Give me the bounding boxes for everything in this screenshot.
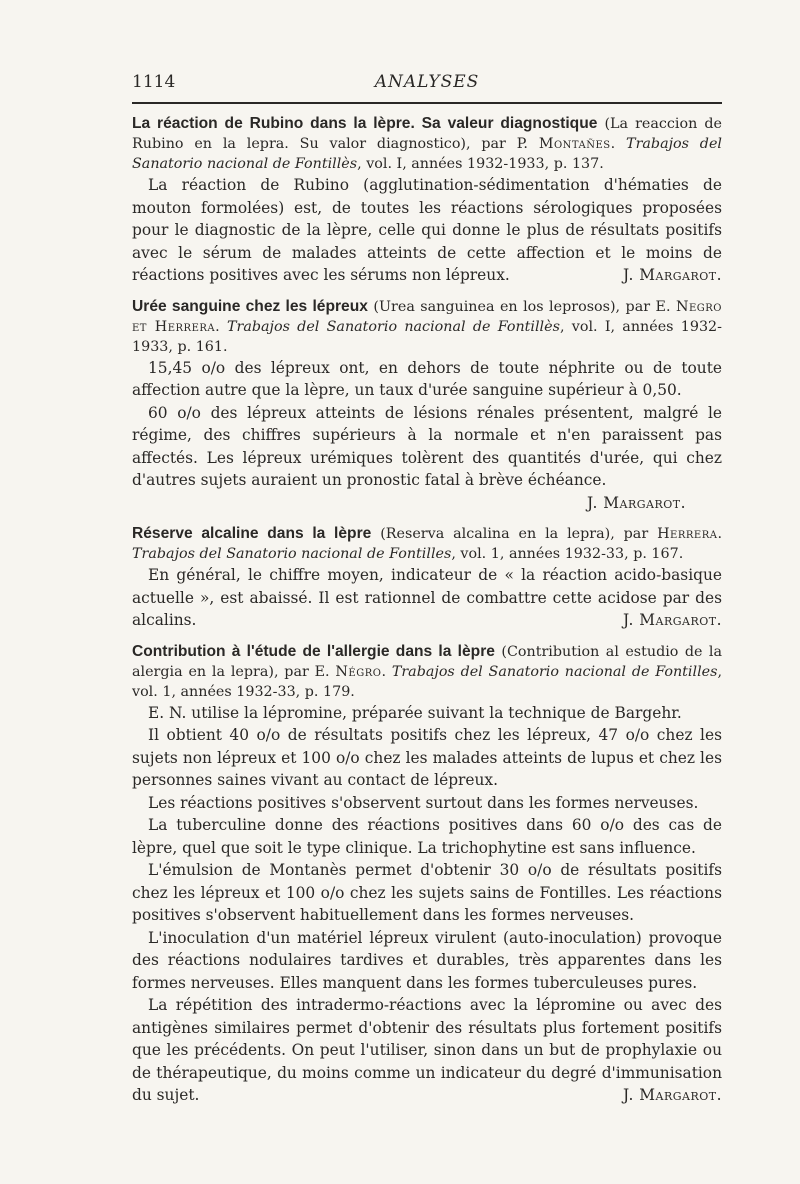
article-author: Montañes [538, 136, 611, 152]
article-author: Negro et Herrera [132, 298, 722, 335]
article-paragraph: E. N. utilise la lépromine, préparée suivant la technique de Bargehr. [148, 703, 682, 722]
article-paragraph: Les réactions positives s'observent surtout dans les formes nerveuses. [148, 793, 699, 812]
running-title: ANALYSES [374, 72, 480, 92]
article-paragraph: L'inoculation d'un matériel lépreux virulent (auto-inoculation) provoque des réactions nodulaires tardives et durables, très apparentes dans les formes nerveuses. Elles manquent dans les formes tuberculeuses pures. [132, 928, 722, 992]
article-reference: Réserve alcaline dans la lèpre (Reserva alcalina en la lepra), par Herrera. Trabajos del Sanatorio nacional de Fontilles, vol. 1, années 1932-33, p. 167. [132, 525, 722, 562]
article-author: Négro [335, 663, 382, 680]
article-title: La réaction de Rubino dans la lèpre. Sa valeur diagnostique [132, 115, 598, 132]
journal-name: Trabajos del Sanatorio nacional de Fontillès [226, 318, 560, 335]
article-reference: La réaction de Rubino dans la lèpre. Sa valeur diagnostique (La reaccion de Rubino en la lepra. Su valor diagnostico), par P. Montañes. Trabajos del Sanatorio nacional de Fontillès, vol. I, années 1932-1933, p. 137. [132, 115, 722, 172]
header-rule [132, 102, 722, 104]
article-author: Herrera [657, 526, 718, 542]
journal-name: Trabajos del Sanatorio nacional de Fontillès [132, 136, 722, 172]
journal-name: Trabajos del Sanatorio nacional de Fontilles [391, 663, 718, 680]
article-paragraph: En général, le chiffre moyen, indicateur de « la réaction acido-basique actuelle », est abaissé. Il est rationnel de combattre cette acidose par des alcalins. J. Margarot. [132, 564, 722, 632]
journal-name: Trabajos del Sanatorio nacional de Fontilles [132, 546, 452, 562]
article-title: Urée sanguine chez les lépreux [132, 297, 368, 315]
article-paragraph: La tuberculine donne des réactions positives dans 60 o/o des cas de lèpre, quel que soit le type clinique. La trichophytine est sans influence. [132, 816, 722, 857]
journal-page [132, 72, 722, 1107]
page-header [132, 72, 722, 94]
article-paragraph: La répétition des intradermo-réactions avec la lépromine ou avec des antigènes similaires permet d'obtenir des résultats plus fortement positifs que les précédents. On peut l'utiliser, sinon dans un but de prophylaxie ou de thérapeutique, du moins comme un indicateur du degré d'immunisation du sujet. J. Margarot. [132, 994, 722, 1107]
article-rubino-reaction [132, 114, 722, 287]
signature: J. Margarot. [622, 266, 722, 284]
article-paragraph: La réaction de Rubino (agglutination-sédimentation d'hématies de mouton formolées) est, de toutes les réactions sérologiques proposées pour le diagnostic de la lèpre, celle qui donne le plus de résultats positifs avec le sérum de malades atteints de cette affection et le moins de réactions positives avec les sérums non lépreux. J. Margarot. [132, 174, 722, 287]
article-reference: Urée sanguine chez les lépreux (Urea sanguinea en los leprosos), par E. Negro et Herrera. Trabajos del Sanatorio nacional de Fontillès, vol. I, années 1932-1933, p. 161. [132, 297, 722, 355]
signature: J. Margarot. [622, 1086, 722, 1104]
article-reference: Contribution à l'étude de l'allergie dans la lèpre (Contribution al estudio de la alergia en la lepra), par E. Négro. Trabajos del Sanatorio nacional de Fontilles, vol. 1, années 1932-33, p. 179. [132, 642, 722, 700]
article-paragraph: L'émulsion de Montanès permet d'obtenir 30 o/o de résultats positifs chez les lépreux et 100 o/o chez les sujets sains de Fontilles. Les réactions positives s'observent habituellement dans les formes nerveuses. [132, 861, 722, 924]
signature: J. Margarot. [622, 611, 722, 629]
page-number: 1114 [132, 72, 176, 92]
article-title: Réserve alcaline dans la lèpre [132, 525, 372, 542]
article-title: Contribution à l'étude de l'allergie dans la lèpre [132, 642, 495, 660]
article-alkaline-reserve [132, 524, 722, 632]
article-paragraph: 60 o/o des lépreux atteints de lésions rénales présentent, malgré le régime, des chiffres supérieurs à la normale et n'en paraissent pas affectés. Les lépreux urémiques tolèrent des quantités d'urée, qui chez d'autres sujets auraient un pronostic fatal à brève échéance. [132, 403, 722, 489]
article-allergy-leprosy [132, 642, 722, 1107]
article-blood-urea [132, 297, 722, 515]
signature: J. Margarot. [586, 493, 686, 512]
article-paragraph: 15,45 o/o des lépreux ont, en dehors de toute néphrite ou de toute affection autre que la lèpre, un taux d'urée sanguine supérieur à 0,50. [132, 358, 722, 399]
article-paragraph: Il obtient 40 o/o de résultats positifs chez les lépreux, 47 o/o chez les sujets non lépreux et 100 o/o chez les malades atteints de lupus et chez les personnes saines vivant au contact de lépreux. [132, 726, 722, 789]
